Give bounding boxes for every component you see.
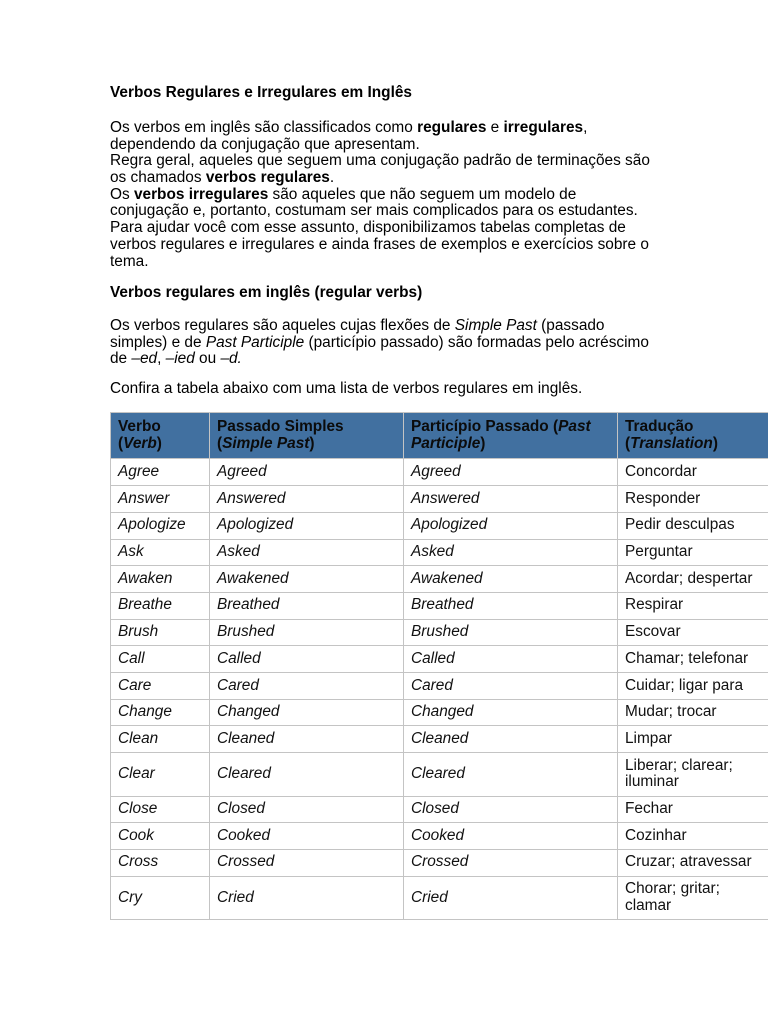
cell-simple-past: Agreed (210, 459, 404, 486)
cell-translation: Escovar (618, 619, 768, 646)
cell-past-participle: Cared (404, 673, 618, 700)
bold-text: irregulares (503, 119, 584, 136)
text-line (110, 351, 649, 368)
cell-translation: Fechar (618, 796, 768, 823)
header-simple-past (210, 413, 404, 459)
cell-simple-past: Cooked (210, 823, 404, 850)
cell-verb: Close (111, 796, 210, 823)
header-translation (618, 413, 768, 459)
cell-verb: Apologize (111, 512, 210, 539)
italic-text: Past Participle (411, 418, 591, 452)
text-line (110, 220, 650, 237)
cell-translation: Responder (618, 486, 768, 513)
intro-paragraph (110, 120, 650, 270)
cell-translation: Liberar; clarear; iluminar (618, 753, 768, 796)
text-line (110, 335, 649, 352)
italic-text: Past Participle (205, 333, 305, 351)
regular-verbs-table (110, 412, 768, 920)
cell-verb: Brush (111, 619, 210, 646)
text-run: Verbo ( (118, 418, 161, 452)
text-run: e (486, 119, 504, 136)
cell-simple-past: Cried (210, 876, 404, 919)
section-paragraph (110, 318, 649, 368)
table-row-answer (111, 486, 768, 513)
cell-translation: Chamar; telefonar (618, 646, 768, 673)
table-body (111, 459, 768, 920)
text-run: ) (156, 434, 162, 452)
text-run: , (583, 119, 588, 136)
cell-past-participle: Cooked (404, 823, 618, 850)
text-run: conjugação e, portanto, costumam ser mais complicados para os estudantes. (110, 202, 638, 220)
cell-verb: Cross (111, 849, 210, 876)
cell-past-participle: Called (404, 646, 618, 673)
text-run: tema. (110, 252, 149, 270)
cell-past-participle: Awakened (404, 566, 618, 593)
cell-past-participle: Brushed (404, 619, 618, 646)
text-run: simples) e de (110, 333, 206, 351)
cell-translation: Mudar; trocar (618, 699, 768, 726)
table-row-close (111, 796, 768, 823)
text-line (110, 120, 650, 137)
bold-text: regulares (417, 119, 487, 136)
section-heading: Verbos regulares em inglês (regular verbs) (110, 284, 423, 301)
italic-text: –ied (165, 350, 195, 368)
header-past-participle (404, 413, 618, 459)
table-row-cry (111, 876, 768, 919)
cell-translation: Respirar (618, 592, 768, 619)
cell-verb: Cook (111, 823, 210, 850)
bold-text: verbos regulares (205, 169, 330, 187)
italic-text: –ed (131, 350, 158, 368)
italic-text: –d. (220, 350, 242, 368)
table-intro-text: Confira a tabela abaixo com uma lista de verbos regulares em inglês. (110, 380, 583, 397)
text-run: . (329, 169, 335, 187)
cell-translation: Chorar; gritar; clamar (618, 876, 768, 919)
text-run: Regra geral, aqueles que seguem uma conjugação padrão de terminações são (110, 152, 650, 170)
text-line (110, 318, 649, 335)
text-line (110, 254, 650, 271)
text-run: (particípio passado) são formadas pelo acréscimo (304, 333, 649, 351)
cell-simple-past: Cleaned (210, 726, 404, 753)
table-row-cross (111, 849, 768, 876)
cell-past-participle: Cleared (404, 753, 618, 796)
text-line (110, 187, 650, 204)
table-row-clean (111, 726, 768, 753)
cell-verb: Clean (111, 726, 210, 753)
cell-verb: Agree (111, 459, 210, 486)
cell-past-participle: Breathed (404, 592, 618, 619)
text-run: ) (712, 434, 718, 452)
text-run: dependendo da conjugação que apresentam. (110, 135, 420, 153)
header-verb (111, 413, 210, 459)
cell-verb: Cry (111, 876, 210, 919)
italic-text: Translation (630, 434, 713, 452)
cell-simple-past: Called (210, 646, 404, 673)
cell-simple-past: Changed (210, 699, 404, 726)
cell-past-participle: Agreed (404, 459, 618, 486)
text-run: ) (309, 434, 315, 452)
table-row-change (111, 699, 768, 726)
text-run: de (110, 350, 132, 368)
table-row-awaken (111, 566, 768, 593)
cell-past-participle: Changed (404, 699, 618, 726)
text-run: os chamados (110, 169, 206, 187)
cell-simple-past: Awakened (210, 566, 404, 593)
text-run: Tradução ( (625, 418, 694, 452)
cell-simple-past: Closed (210, 796, 404, 823)
cell-translation: Pedir desculpas (618, 512, 768, 539)
cell-verb: Clear (111, 753, 210, 796)
cell-verb: Awaken (111, 566, 210, 593)
cell-translation: Cuidar; ligar para (618, 673, 768, 700)
cell-verb: Breathe (111, 592, 210, 619)
table-row-apologize (111, 512, 768, 539)
cell-translation: Perguntar (618, 539, 768, 566)
cell-simple-past: Crossed (210, 849, 404, 876)
table-header-row (111, 413, 768, 459)
cell-past-participle: Crossed (404, 849, 618, 876)
table-row-call (111, 646, 768, 673)
table-row-clear (111, 753, 768, 796)
cell-translation: Cozinhar (618, 823, 768, 850)
italic-text: Simple Past (454, 317, 537, 334)
cell-verb: Care (111, 673, 210, 700)
cell-simple-past: Breathed (210, 592, 404, 619)
cell-simple-past: Answered (210, 486, 404, 513)
cell-verb: Answer (111, 486, 210, 513)
cell-translation: Acordar; despertar (618, 566, 768, 593)
text-line (110, 170, 650, 187)
cell-past-participle: Cried (404, 876, 618, 919)
table-row-breathe (111, 592, 768, 619)
text-run: (passado (536, 317, 605, 334)
italic-text: Verb (123, 434, 157, 452)
text-run: ) (480, 434, 486, 452)
text-run: Passado Simples ( (217, 418, 344, 452)
text-line (110, 237, 650, 254)
cell-translation: Limpar (618, 726, 768, 753)
cell-verb: Ask (111, 539, 210, 566)
cell-simple-past: Cared (210, 673, 404, 700)
table-row-care (111, 673, 768, 700)
text-run: são aqueles que não seguem um modelo de (268, 185, 577, 203)
cell-simple-past: Brushed (210, 619, 404, 646)
text-line (110, 153, 650, 170)
text-run: Os verbos regulares são aqueles cujas flexões de (110, 317, 455, 334)
cell-simple-past: Cleared (210, 753, 404, 796)
cell-simple-past: Asked (210, 539, 404, 566)
table-row-cook (111, 823, 768, 850)
text-run: Para ajudar você com esse assunto, disponibilizamos tabelas completas de (110, 219, 626, 237)
cell-past-participle: Closed (404, 796, 618, 823)
table-row-agree (111, 459, 768, 486)
text-run: ou (194, 350, 221, 368)
cell-past-participle: Apologized (404, 512, 618, 539)
cell-translation: Concordar (618, 459, 768, 486)
document-title: Verbos Regulares e Irregulares em Inglês (110, 84, 412, 101)
bold-text: verbos irregulares (133, 185, 269, 203)
cell-simple-past: Apologized (210, 512, 404, 539)
text-line (110, 203, 650, 220)
text-run: , (157, 350, 166, 368)
text-run: Os verbos em inglês são classificados como (110, 119, 418, 136)
text-line (110, 137, 650, 154)
table-row-ask (111, 539, 768, 566)
italic-text: Simple Past (222, 434, 310, 452)
cell-verb: Change (111, 699, 210, 726)
cell-verb: Call (111, 646, 210, 673)
text-run: Particípio Passado ( (411, 418, 559, 435)
cell-past-participle: Answered (404, 486, 618, 513)
cell-past-participle: Cleaned (404, 726, 618, 753)
cell-past-participle: Asked (404, 539, 618, 566)
cell-translation: Cruzar; atravessar (618, 849, 768, 876)
text-run: Os (110, 185, 134, 203)
table-row-brush (111, 619, 768, 646)
text-run: verbos regulares e irregulares e ainda frases de exemplos e exercícios sobre o (110, 235, 649, 253)
